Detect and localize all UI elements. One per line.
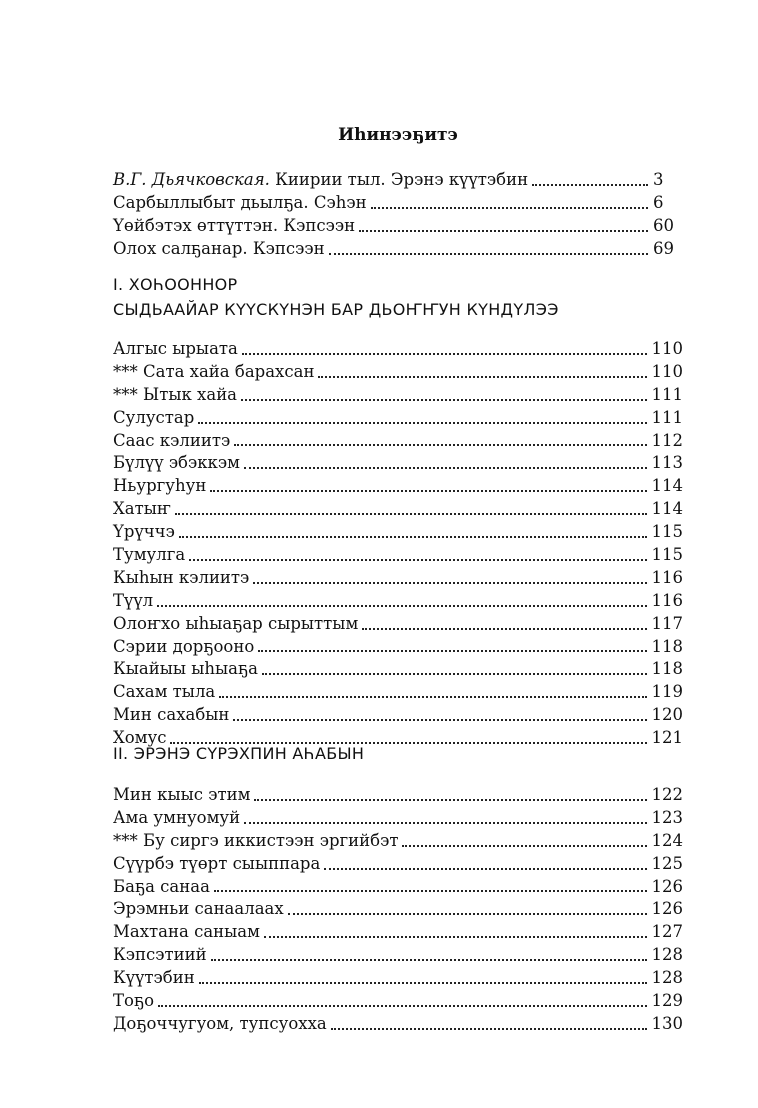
toc-entry xyxy=(113,169,683,192)
entry-title xyxy=(113,704,229,727)
entry-page-number: 126 xyxy=(651,899,683,919)
dot-leader xyxy=(324,868,646,870)
entry-page-number: 126 xyxy=(651,876,683,896)
dot-leader xyxy=(199,982,647,984)
entry-page-number: 110 xyxy=(651,339,683,358)
dot-leader xyxy=(329,253,648,255)
entry-page-number: 125 xyxy=(651,853,683,873)
dot-leader xyxy=(331,1028,647,1030)
section1-heading-line2: СЫДЬААЙАР КҮҮСКҮНЭН БАР ДЬОҤҤУН КҮНДҮЛЭЭ xyxy=(113,300,559,319)
dot-leader xyxy=(532,184,648,186)
entry-page-number: 6 xyxy=(653,192,664,212)
entry-title xyxy=(113,338,238,361)
entry-text: Ньургуһун xyxy=(113,476,207,496)
entry-text: Доҕоччугуом, тупсуохха xyxy=(113,1013,327,1033)
toc-entry xyxy=(113,830,683,853)
toc-entry xyxy=(113,853,683,876)
dot-leader xyxy=(210,490,646,492)
entry-title xyxy=(113,192,367,215)
entry-page-number: 111 xyxy=(651,407,683,427)
entry-title xyxy=(113,361,314,384)
entry-page-number: 114 xyxy=(651,476,683,496)
entry-page-number: 119 xyxy=(651,682,683,702)
entry-text: Ама умнуомуй xyxy=(113,807,241,827)
dot-leader xyxy=(214,890,647,892)
toc-entry xyxy=(113,967,683,990)
dot-leader xyxy=(233,719,646,721)
entry-page-number: 121 xyxy=(651,728,683,748)
entry-text: Олоҥхо ыһыаҕар сырыттым xyxy=(113,613,359,633)
entry-page-number: 118 xyxy=(651,636,683,656)
entry-text: Сахам тыла xyxy=(113,682,216,702)
entry-page-number: 118 xyxy=(651,659,683,679)
toc-entry xyxy=(113,192,683,215)
dot-leader xyxy=(198,422,646,424)
entry-page-number: 115 xyxy=(651,522,683,542)
toc-entry xyxy=(113,898,683,921)
entry-page-number: 123 xyxy=(651,807,683,827)
dot-leader xyxy=(254,799,646,801)
entry-text: Сүүрбэ түөрт сыыппара xyxy=(113,853,321,873)
entry-page-number: 116 xyxy=(651,590,683,610)
toc-entry xyxy=(113,921,683,944)
entry-title xyxy=(113,590,153,613)
entry-title xyxy=(113,658,258,681)
entry-page-number: 113 xyxy=(651,453,683,473)
toc-entry xyxy=(113,990,683,1013)
entry-text: Киирии тыл. Эрэнэ күүтэбин xyxy=(269,170,529,189)
dot-leader xyxy=(242,353,647,355)
entry-title xyxy=(113,921,260,944)
entry-page-number: 124 xyxy=(651,830,683,850)
entry-text: Кыайыы ыһыаҕа xyxy=(113,659,258,679)
entry-text: Кэпсэтиий xyxy=(113,945,207,965)
entry-title xyxy=(113,636,254,659)
dot-leader xyxy=(288,913,647,915)
entry-page-number: 129 xyxy=(651,991,683,1011)
entry-title xyxy=(113,452,240,475)
section1-entries xyxy=(113,338,683,750)
entry-text: Үөйбэтэх өттүттэн. Кэпсээн xyxy=(113,215,356,235)
entry-title xyxy=(113,521,175,544)
dot-leader xyxy=(179,536,647,538)
toc-entry xyxy=(113,361,683,384)
entry-text: Тоҕо xyxy=(113,991,155,1011)
entry-title xyxy=(113,853,320,876)
entry-page-number: 128 xyxy=(651,945,683,965)
entry-title xyxy=(113,830,398,853)
entry-title xyxy=(113,384,237,407)
toc-entry xyxy=(113,544,683,567)
entry-page-number: 110 xyxy=(651,361,683,381)
section2-entries xyxy=(113,784,683,1036)
entry-page-number: 116 xyxy=(651,567,683,587)
dot-leader xyxy=(371,207,648,209)
toc-entry xyxy=(113,944,683,967)
dot-leader xyxy=(258,650,646,652)
entry-title xyxy=(113,898,284,921)
toc-entry xyxy=(113,1013,683,1036)
toc-entry xyxy=(113,658,683,681)
toc-entry xyxy=(113,590,683,613)
dot-leader xyxy=(175,513,647,515)
dot-leader xyxy=(219,696,646,698)
toc-entry xyxy=(113,384,683,407)
entry-title xyxy=(113,681,215,704)
entry-text: Сарбыллыбыт дьылҕа. Сэһэн xyxy=(113,192,367,212)
dot-leader xyxy=(264,936,647,938)
entry-page-number: 112 xyxy=(651,430,683,450)
entry-page-number: 127 xyxy=(651,922,683,942)
entry-title xyxy=(113,215,355,238)
entry-title xyxy=(113,613,358,636)
toc-entry xyxy=(113,681,683,704)
section1-heading-line1: I. ХОҺООННОР xyxy=(113,275,238,294)
entry-title xyxy=(113,567,249,590)
dot-leader xyxy=(189,559,646,561)
entry-title xyxy=(113,498,171,521)
entry-text: *** Сата хайа барахсан xyxy=(113,361,315,381)
toc-entry xyxy=(113,807,683,830)
entry-text: Олох салҕанар. Кэпсээн xyxy=(113,238,325,258)
entry-title xyxy=(113,1013,327,1036)
dot-leader xyxy=(253,582,646,584)
toc-title: Иһинээҕитэ xyxy=(338,125,458,145)
entry-title xyxy=(113,807,240,830)
entry-text: Баҕа санаа xyxy=(113,876,210,896)
toc-entry xyxy=(113,215,683,238)
dot-leader xyxy=(244,467,647,469)
dot-leader xyxy=(234,444,646,446)
entry-text: Сулустар xyxy=(113,407,195,427)
toc-entry xyxy=(113,452,683,475)
dot-leader xyxy=(244,822,646,824)
entry-author: В.Г. Дьячковская. xyxy=(113,170,270,189)
entry-title xyxy=(113,944,207,967)
toc-entry xyxy=(113,636,683,659)
entry-text: Үрүччэ xyxy=(113,522,175,542)
entry-title xyxy=(113,169,528,192)
entry-page-number: 130 xyxy=(651,1013,683,1033)
dot-leader xyxy=(362,628,646,630)
entry-text: Эрэмньи санаалаах xyxy=(113,899,284,919)
toc-entry xyxy=(113,475,683,498)
dot-leader xyxy=(262,673,647,675)
toc-entry xyxy=(113,704,683,727)
entry-page-number: 128 xyxy=(651,968,683,988)
entry-title xyxy=(113,544,185,567)
toc-entry xyxy=(113,521,683,544)
entry-text: Махтана саныам xyxy=(113,922,260,942)
entry-text: *** Бу сиргэ иккистээн эргийбэт xyxy=(113,830,399,850)
front-entries xyxy=(113,169,683,261)
entry-text: Мин кыыс этим xyxy=(113,785,251,804)
dot-leader xyxy=(402,845,646,847)
entry-page-number: 69 xyxy=(653,238,674,258)
toc-entry xyxy=(113,238,683,261)
entry-text: Тумулга xyxy=(113,545,186,565)
entry-page-number: 114 xyxy=(651,499,683,519)
entry-title xyxy=(113,990,154,1013)
entry-text: Бүлүү эбэккэм xyxy=(113,453,240,473)
entry-page-number: 3 xyxy=(653,170,664,189)
entry-title xyxy=(113,430,230,453)
entry-title xyxy=(113,238,325,261)
entry-title xyxy=(113,784,250,807)
entry-text: Кыһын кэлиитэ xyxy=(113,567,250,587)
entry-title xyxy=(113,475,206,498)
entry-text: Сэрии дорҕооно xyxy=(113,636,255,656)
entry-text: Алгыс ырыата xyxy=(113,339,238,358)
entry-page-number: 111 xyxy=(651,384,683,404)
entry-page-number: 120 xyxy=(651,705,683,725)
dot-leader xyxy=(211,959,647,961)
toc-entry xyxy=(113,407,683,430)
entry-title xyxy=(113,407,194,430)
dot-leader xyxy=(158,1005,646,1007)
section2-heading: II. ЭРЭНЭ СҮРЭХПИН АҺАБЫН xyxy=(113,744,365,763)
entry-page-number: 122 xyxy=(651,785,683,804)
entry-title xyxy=(113,967,195,990)
dot-leader xyxy=(241,399,646,401)
dot-leader xyxy=(318,376,646,378)
entry-text: Мин сахабын xyxy=(113,705,230,725)
entry-text: Түүл xyxy=(113,590,154,610)
toc-entry xyxy=(113,784,683,807)
toc-entry xyxy=(113,498,683,521)
toc-entry xyxy=(113,876,683,899)
entry-text: Хатыҥ xyxy=(113,499,171,519)
dot-leader xyxy=(157,605,646,607)
dot-leader xyxy=(359,230,648,232)
entry-page-number: 60 xyxy=(653,215,674,235)
toc-entry xyxy=(113,338,683,361)
entry-text: Хомус xyxy=(113,728,167,748)
entry-text: Күүтэбин xyxy=(113,968,195,988)
entry-title xyxy=(113,876,210,899)
entry-page-number: 117 xyxy=(651,613,683,633)
toc-entry xyxy=(113,613,683,636)
entry-text: *** Ытык хайа xyxy=(113,384,238,404)
entry-text: Саас кэлиитэ xyxy=(113,430,231,450)
entry-page-number: 115 xyxy=(651,545,683,565)
toc-entry xyxy=(113,567,683,590)
toc-entry xyxy=(113,430,683,453)
